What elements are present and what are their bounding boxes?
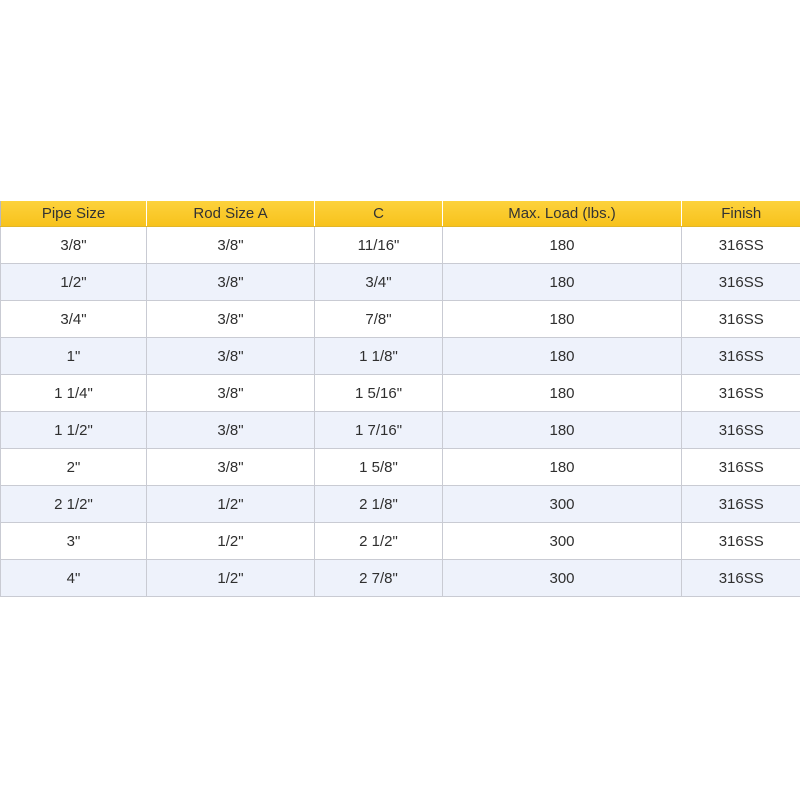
cell-c: 3/4"	[315, 264, 443, 301]
table-row	[1, 338, 800, 375]
cell-finish: 316SS	[682, 486, 800, 523]
cell-max-load: 300	[443, 523, 682, 560]
table-row	[1, 264, 800, 301]
table-row	[1, 560, 800, 597]
cell-finish: 316SS	[682, 264, 800, 301]
header-finish: Finish	[682, 201, 800, 227]
table-row	[1, 486, 800, 523]
cell-pipe-size: 4"	[1, 560, 147, 597]
cell-c: 2 1/8"	[315, 486, 443, 523]
cell-c: 1 5/16"	[315, 375, 443, 412]
cell-max-load: 180	[443, 449, 682, 486]
table-row	[1, 301, 800, 338]
cell-pipe-size: 3"	[1, 523, 147, 560]
cell-c: 2 1/2"	[315, 523, 443, 560]
cell-rod-size-a: 3/8"	[147, 227, 315, 264]
pipe-hanger-spec-table	[0, 201, 800, 597]
cell-finish: 316SS	[682, 560, 800, 597]
cell-pipe-size: 1 1/2"	[1, 412, 147, 449]
cell-c: 1 1/8"	[315, 338, 443, 375]
cell-max-load: 300	[443, 486, 682, 523]
cell-pipe-size: 1/2"	[1, 264, 147, 301]
cell-finish: 316SS	[682, 412, 800, 449]
cell-pipe-size: 1 1/4"	[1, 375, 147, 412]
cell-rod-size-a: 3/8"	[147, 301, 315, 338]
cell-pipe-size: 3/4"	[1, 301, 147, 338]
cell-finish: 316SS	[682, 227, 800, 264]
cell-rod-size-a: 3/8"	[147, 375, 315, 412]
cell-max-load: 180	[443, 301, 682, 338]
header-c: C	[315, 201, 443, 227]
cell-max-load: 180	[443, 227, 682, 264]
cell-c: 7/8"	[315, 301, 443, 338]
cell-finish: 316SS	[682, 523, 800, 560]
cell-finish: 316SS	[682, 449, 800, 486]
header-max-load: Max. Load (lbs.)	[443, 201, 682, 227]
cell-rod-size-a: 3/8"	[147, 449, 315, 486]
cell-rod-size-a: 1/2"	[147, 560, 315, 597]
cell-finish: 316SS	[682, 338, 800, 375]
cell-pipe-size: 2"	[1, 449, 147, 486]
table-row	[1, 375, 800, 412]
cell-rod-size-a: 3/8"	[147, 338, 315, 375]
cell-max-load: 300	[443, 560, 682, 597]
cell-max-load: 180	[443, 375, 682, 412]
cell-pipe-size: 2 1/2"	[1, 486, 147, 523]
cell-c: 2 7/8"	[315, 560, 443, 597]
table-row	[1, 523, 800, 560]
table-header-row	[1, 201, 800, 227]
cell-pipe-size: 1"	[1, 338, 147, 375]
cell-max-load: 180	[443, 264, 682, 301]
header-pipe-size: Pipe Size	[1, 201, 147, 227]
cell-max-load: 180	[443, 338, 682, 375]
table-body	[1, 227, 800, 597]
cell-rod-size-a: 3/8"	[147, 412, 315, 449]
table-row	[1, 227, 800, 264]
cell-rod-size-a: 1/2"	[147, 523, 315, 560]
cell-rod-size-a: 1/2"	[147, 486, 315, 523]
cell-c: 1 7/16"	[315, 412, 443, 449]
cell-max-load: 180	[443, 412, 682, 449]
cell-finish: 316SS	[682, 375, 800, 412]
header-rod-size-a: Rod Size A	[147, 201, 315, 227]
table-row	[1, 412, 800, 449]
cell-finish: 316SS	[682, 301, 800, 338]
cell-c: 11/16"	[315, 227, 443, 264]
cell-c: 1 5/8"	[315, 449, 443, 486]
cell-pipe-size: 3/8"	[1, 227, 147, 264]
cell-rod-size-a: 3/8"	[147, 264, 315, 301]
table-row	[1, 449, 800, 486]
